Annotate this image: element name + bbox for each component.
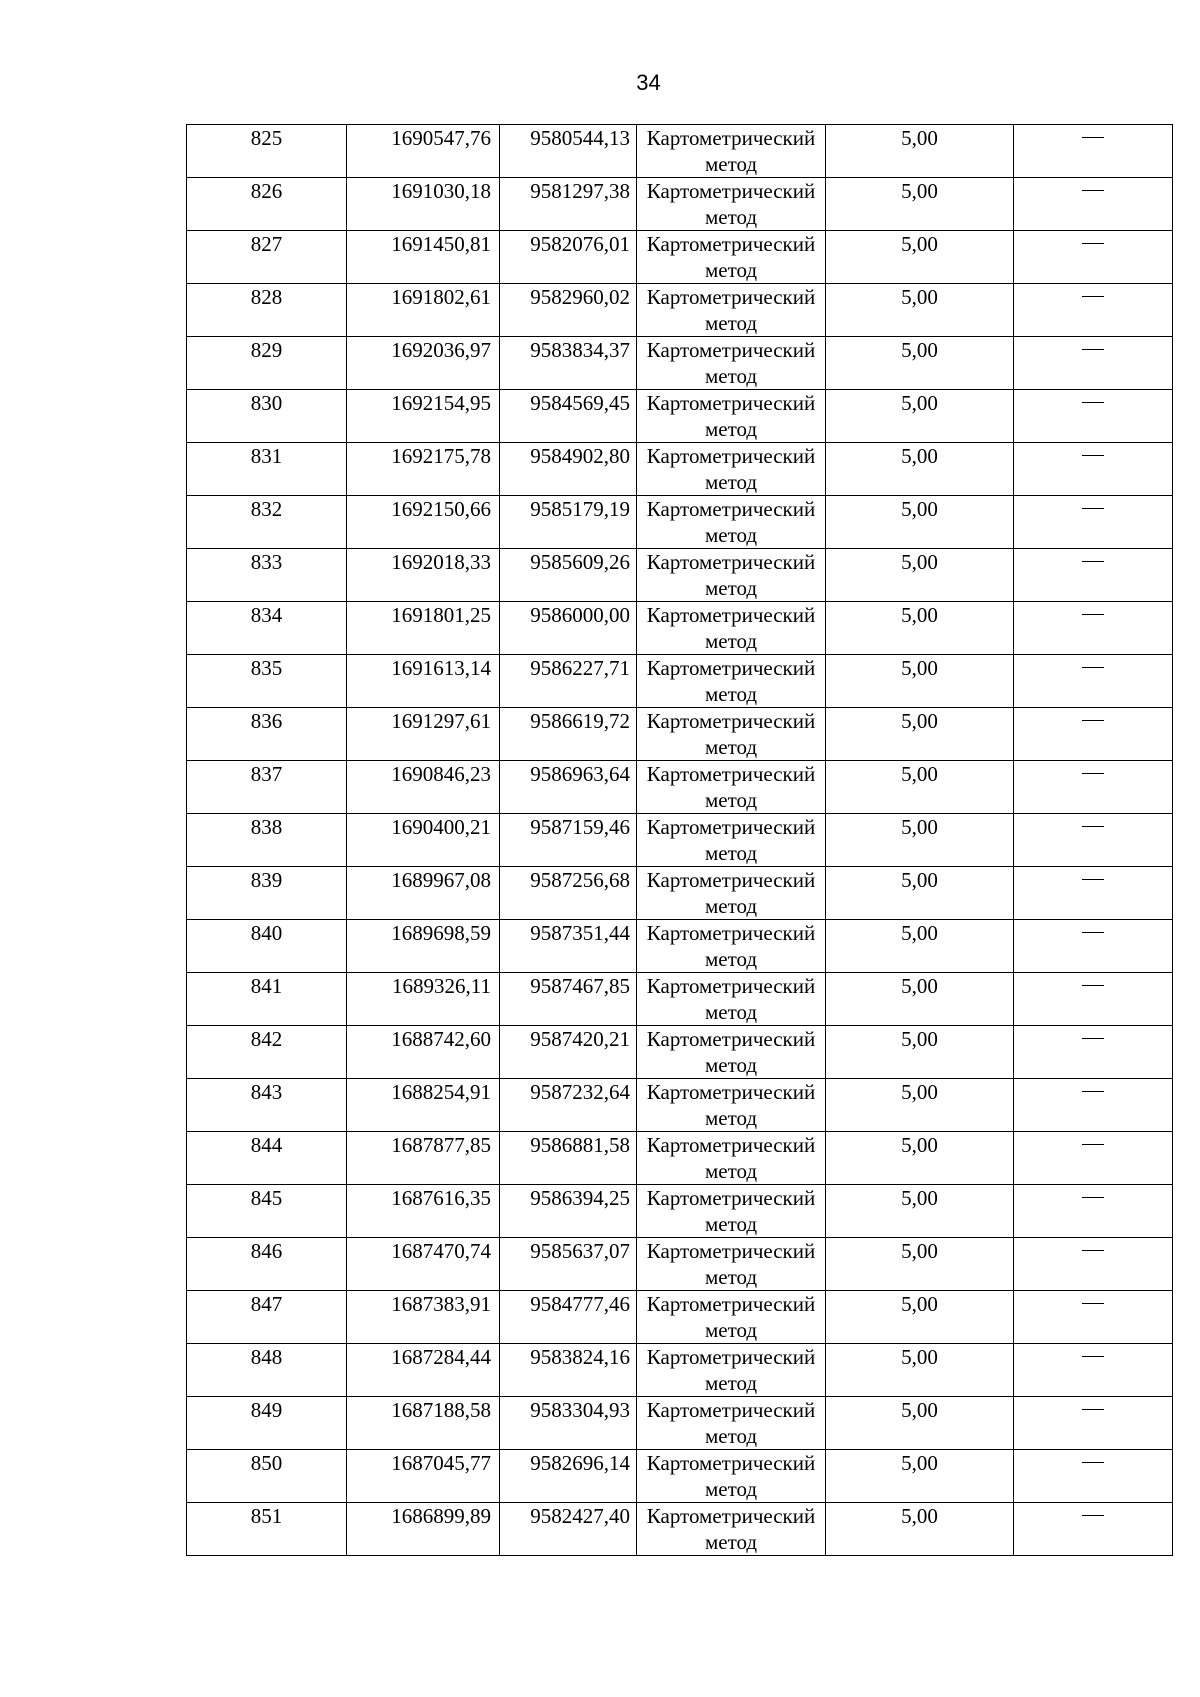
dash-mark [1082, 561, 1104, 562]
method-line-1: Картометрический [646, 179, 816, 203]
method-line-1: Картометрический [646, 815, 816, 839]
accuracy-cell: 5,00 [826, 125, 1014, 178]
method-line-1: Картометрический [646, 656, 816, 680]
method-line-1: Картометрический [646, 868, 816, 892]
point-number-cell: 831 [187, 443, 347, 496]
method-line-1: Картометрический [646, 391, 816, 415]
table-row [187, 178, 1173, 231]
table-row [187, 602, 1173, 655]
table-row [187, 973, 1173, 1026]
method-line-1: Картометрический [646, 285, 816, 309]
accuracy-cell: 5,00 [826, 284, 1014, 337]
dash-mark [1082, 137, 1104, 138]
method-line-2: метод [704, 1000, 758, 1024]
accuracy-cell: 5,00 [826, 1344, 1014, 1397]
point-number-cell: 836 [187, 708, 347, 761]
accuracy-cell: 5,00 [826, 549, 1014, 602]
dash-mark [1082, 508, 1104, 509]
note-cell [1014, 1344, 1173, 1397]
method-cell [637, 1026, 826, 1079]
y-coordinate-cell: 9584569,45 [500, 390, 637, 443]
x-coordinate-cell: 1690846,23 [347, 761, 500, 814]
dash-mark [1082, 1250, 1104, 1251]
x-coordinate-cell: 1687188,58 [347, 1397, 500, 1450]
note-cell [1014, 549, 1173, 602]
note-cell [1014, 1503, 1173, 1556]
method-line-1: Картометрический [646, 338, 816, 362]
x-coordinate-cell: 1691030,18 [347, 178, 500, 231]
note-cell [1014, 708, 1173, 761]
point-number-cell: 841 [187, 973, 347, 1026]
x-coordinate-cell: 1688742,60 [347, 1026, 500, 1079]
y-coordinate-cell: 9587232,64 [500, 1079, 637, 1132]
point-number-cell: 832 [187, 496, 347, 549]
method-line-1: Картометрический [646, 921, 816, 945]
x-coordinate-cell: 1689698,59 [347, 920, 500, 973]
y-coordinate-cell: 9586394,25 [500, 1185, 637, 1238]
x-coordinate-cell: 1687383,91 [347, 1291, 500, 1344]
table-row [187, 1291, 1173, 1344]
dash-mark [1082, 667, 1104, 668]
method-line-1: Картометрический [646, 1239, 816, 1263]
note-cell [1014, 1397, 1173, 1450]
method-line-1: Картометрический [646, 1080, 816, 1104]
accuracy-cell: 5,00 [826, 390, 1014, 443]
note-cell [1014, 337, 1173, 390]
x-coordinate-cell: 1692150,66 [347, 496, 500, 549]
y-coordinate-cell: 9587256,68 [500, 867, 637, 920]
method-line-2: метод [704, 576, 758, 600]
point-number-cell: 829 [187, 337, 347, 390]
point-number-cell: 838 [187, 814, 347, 867]
method-line-1: Картометрический [646, 762, 816, 786]
point-number-cell: 840 [187, 920, 347, 973]
x-coordinate-cell: 1687045,77 [347, 1450, 500, 1503]
method-cell [637, 1291, 826, 1344]
y-coordinate-cell: 9586619,72 [500, 708, 637, 761]
note-cell [1014, 443, 1173, 496]
y-coordinate-cell: 9584777,46 [500, 1291, 637, 1344]
dash-mark [1082, 349, 1104, 350]
method-cell [637, 231, 826, 284]
y-coordinate-cell: 9585609,26 [500, 549, 637, 602]
dash-mark [1082, 190, 1104, 191]
method-line-1: Картометрический [646, 444, 816, 468]
method-line-2: метод [704, 1265, 758, 1289]
accuracy-cell: 5,00 [826, 443, 1014, 496]
method-cell [637, 337, 826, 390]
point-number-cell: 835 [187, 655, 347, 708]
dash-mark [1082, 1303, 1104, 1304]
method-line-1: Картометрический [646, 232, 816, 256]
table-row [187, 443, 1173, 496]
method-cell [637, 708, 826, 761]
method-line-2: метод [704, 788, 758, 812]
note-cell [1014, 1450, 1173, 1503]
table-row [187, 1344, 1173, 1397]
x-coordinate-cell: 1689326,11 [347, 973, 500, 1026]
table-row [187, 1132, 1173, 1185]
method-cell [637, 1238, 826, 1291]
method-line-1: Картометрический [646, 1292, 816, 1316]
accuracy-cell: 5,00 [826, 337, 1014, 390]
method-line-1: Картометрический [646, 1398, 816, 1422]
accuracy-cell: 5,00 [826, 602, 1014, 655]
method-cell [637, 284, 826, 337]
x-coordinate-cell: 1687616,35 [347, 1185, 500, 1238]
accuracy-cell: 5,00 [826, 1132, 1014, 1185]
accuracy-cell: 5,00 [826, 1503, 1014, 1556]
point-number-cell: 844 [187, 1132, 347, 1185]
x-coordinate-cell: 1688254,91 [347, 1079, 500, 1132]
x-coordinate-cell: 1687877,85 [347, 1132, 500, 1185]
method-line-2: метод [704, 1424, 758, 1448]
table-row [187, 231, 1173, 284]
y-coordinate-cell: 9582696,14 [500, 1450, 637, 1503]
method-line-2: метод [704, 470, 758, 494]
y-coordinate-cell: 9584902,80 [500, 443, 637, 496]
table-row [187, 1238, 1173, 1291]
method-cell [637, 920, 826, 973]
x-coordinate-cell: 1686899,89 [347, 1503, 500, 1556]
note-cell [1014, 1079, 1173, 1132]
page-number: 34 [636, 70, 661, 95]
method-line-2: метод [704, 258, 758, 282]
method-line-1: Картометрический [646, 1133, 816, 1157]
accuracy-cell: 5,00 [826, 1450, 1014, 1503]
point-number-cell: 839 [187, 867, 347, 920]
accuracy-cell: 5,00 [826, 867, 1014, 920]
method-line-2: метод [704, 152, 758, 176]
x-coordinate-cell: 1690547,76 [347, 125, 500, 178]
method-line-2: метод [704, 311, 758, 335]
dash-mark [1082, 402, 1104, 403]
dash-mark [1082, 1144, 1104, 1145]
table-row [187, 1397, 1173, 1450]
accuracy-cell: 5,00 [826, 1291, 1014, 1344]
method-cell [637, 761, 826, 814]
note-cell [1014, 1132, 1173, 1185]
method-line-2: метод [704, 629, 758, 653]
method-line-2: метод [704, 682, 758, 706]
note-cell [1014, 1185, 1173, 1238]
method-line-1: Картометрический [646, 603, 816, 627]
y-coordinate-cell: 9582427,40 [500, 1503, 637, 1556]
accuracy-cell: 5,00 [826, 655, 1014, 708]
dash-mark [1082, 1197, 1104, 1198]
point-number-cell: 826 [187, 178, 347, 231]
method-line-2: метод [704, 523, 758, 547]
table-row [187, 337, 1173, 390]
method-line-2: метод [704, 1159, 758, 1183]
dash-mark [1082, 720, 1104, 721]
dash-mark [1082, 985, 1104, 986]
method-line-2: метод [704, 894, 758, 918]
accuracy-cell: 5,00 [826, 231, 1014, 284]
x-coordinate-cell: 1691450,81 [347, 231, 500, 284]
dash-mark [1082, 1038, 1104, 1039]
method-line-1: Картометрический [646, 1027, 816, 1051]
point-number-cell: 827 [187, 231, 347, 284]
x-coordinate-cell: 1687284,44 [347, 1344, 500, 1397]
coordinates-table [186, 124, 1173, 1556]
method-cell [637, 496, 826, 549]
dash-mark [1082, 1515, 1104, 1516]
point-number-cell: 837 [187, 761, 347, 814]
method-line-2: метод [704, 1053, 758, 1077]
table-row [187, 1079, 1173, 1132]
method-line-2: метод [704, 1318, 758, 1342]
method-line-2: метод [704, 841, 758, 865]
dash-mark [1082, 614, 1104, 615]
point-number-cell: 830 [187, 390, 347, 443]
method-cell [637, 549, 826, 602]
x-coordinate-cell: 1692154,95 [347, 390, 500, 443]
method-cell [637, 1397, 826, 1450]
y-coordinate-cell: 9582076,01 [500, 231, 637, 284]
accuracy-cell: 5,00 [826, 1026, 1014, 1079]
x-coordinate-cell: 1691801,25 [347, 602, 500, 655]
table-row [187, 920, 1173, 973]
table-row [187, 761, 1173, 814]
y-coordinate-cell: 9580544,13 [500, 125, 637, 178]
x-coordinate-cell: 1692036,97 [347, 337, 500, 390]
dash-mark [1082, 1409, 1104, 1410]
accuracy-cell: 5,00 [826, 761, 1014, 814]
method-line-2: метод [704, 1530, 758, 1554]
table-row [187, 1503, 1173, 1556]
accuracy-cell: 5,00 [826, 1238, 1014, 1291]
method-cell [637, 867, 826, 920]
method-line-1: Картометрический [646, 1451, 816, 1475]
dash-mark [1082, 1091, 1104, 1092]
y-coordinate-cell: 9583834,37 [500, 337, 637, 390]
note-cell [1014, 761, 1173, 814]
dash-mark [1082, 296, 1104, 297]
y-coordinate-cell: 9586000,00 [500, 602, 637, 655]
method-cell [637, 814, 826, 867]
dash-mark [1082, 932, 1104, 933]
point-number-cell: 833 [187, 549, 347, 602]
method-cell [637, 125, 826, 178]
method-line-2: метод [704, 1106, 758, 1130]
table-row [187, 390, 1173, 443]
accuracy-cell: 5,00 [826, 1397, 1014, 1450]
method-cell [637, 1503, 826, 1556]
method-line-1: Картометрический [646, 1504, 816, 1528]
note-cell [1014, 231, 1173, 284]
table-row [187, 867, 1173, 920]
dash-mark [1082, 773, 1104, 774]
note-cell [1014, 973, 1173, 1026]
note-cell [1014, 920, 1173, 973]
method-cell [637, 1344, 826, 1397]
note-cell [1014, 1238, 1173, 1291]
x-coordinate-cell: 1690400,21 [347, 814, 500, 867]
dash-mark [1082, 243, 1104, 244]
table-row [187, 549, 1173, 602]
accuracy-cell: 5,00 [826, 1185, 1014, 1238]
method-line-2: метод [704, 1477, 758, 1501]
note-cell [1014, 814, 1173, 867]
note-cell [1014, 1291, 1173, 1344]
dash-mark [1082, 826, 1104, 827]
dash-mark [1082, 455, 1104, 456]
note-cell [1014, 867, 1173, 920]
x-coordinate-cell: 1692018,33 [347, 549, 500, 602]
note-cell [1014, 655, 1173, 708]
note-cell [1014, 496, 1173, 549]
dash-mark [1082, 879, 1104, 880]
table-row [187, 708, 1173, 761]
method-line-1: Картометрический [646, 497, 816, 521]
method-line-1: Картометрический [646, 1345, 816, 1369]
y-coordinate-cell: 9583824,16 [500, 1344, 637, 1397]
method-cell [637, 602, 826, 655]
x-coordinate-cell: 1691297,61 [347, 708, 500, 761]
x-coordinate-cell: 1687470,74 [347, 1238, 500, 1291]
y-coordinate-cell: 9586227,71 [500, 655, 637, 708]
method-cell [637, 1132, 826, 1185]
y-coordinate-cell: 9587420,21 [500, 1026, 637, 1079]
y-coordinate-cell: 9586963,64 [500, 761, 637, 814]
point-number-cell: 849 [187, 1397, 347, 1450]
x-coordinate-cell: 1692175,78 [347, 443, 500, 496]
point-number-cell: 846 [187, 1238, 347, 1291]
point-number-cell: 843 [187, 1079, 347, 1132]
dash-mark [1082, 1356, 1104, 1357]
method-cell [637, 390, 826, 443]
method-line-1: Картометрический [646, 1186, 816, 1210]
point-number-cell: 845 [187, 1185, 347, 1238]
table-row [187, 125, 1173, 178]
table-row [187, 1026, 1173, 1079]
method-line-2: метод [704, 1371, 758, 1395]
y-coordinate-cell: 9585637,07 [500, 1238, 637, 1291]
x-coordinate-cell: 1691802,61 [347, 284, 500, 337]
note-cell [1014, 1026, 1173, 1079]
note-cell [1014, 602, 1173, 655]
x-coordinate-cell: 1689967,08 [347, 867, 500, 920]
method-line-2: метод [704, 1212, 758, 1236]
point-number-cell: 834 [187, 602, 347, 655]
method-line-2: метод [704, 735, 758, 759]
method-cell [637, 443, 826, 496]
method-cell [637, 973, 826, 1026]
y-coordinate-cell: 9581297,38 [500, 178, 637, 231]
method-line-1: Картометрический [646, 709, 816, 733]
note-cell [1014, 390, 1173, 443]
y-coordinate-cell: 9585179,19 [500, 496, 637, 549]
method-cell [637, 178, 826, 231]
method-cell [637, 1450, 826, 1503]
method-line-1: Картометрический [646, 550, 816, 574]
y-coordinate-cell: 9586881,58 [500, 1132, 637, 1185]
method-line-2: метод [704, 947, 758, 971]
table-row [187, 655, 1173, 708]
point-number-cell: 842 [187, 1026, 347, 1079]
y-coordinate-cell: 9587159,46 [500, 814, 637, 867]
point-number-cell: 848 [187, 1344, 347, 1397]
table-row [187, 1185, 1173, 1238]
method-line-1: Картометрический [646, 974, 816, 998]
accuracy-cell: 5,00 [826, 708, 1014, 761]
y-coordinate-cell: 9582960,02 [500, 284, 637, 337]
y-coordinate-cell: 9587467,85 [500, 973, 637, 1026]
point-number-cell: 828 [187, 284, 347, 337]
table-row [187, 814, 1173, 867]
table-row [187, 1450, 1173, 1503]
y-coordinate-cell: 9583304,93 [500, 1397, 637, 1450]
method-cell [637, 655, 826, 708]
accuracy-cell: 5,00 [826, 496, 1014, 549]
coordinates-table-body [187, 125, 1173, 1556]
method-line-2: метод [704, 205, 758, 229]
accuracy-cell: 5,00 [826, 814, 1014, 867]
accuracy-cell: 5,00 [826, 178, 1014, 231]
method-line-1: Картометрический [646, 126, 816, 150]
accuracy-cell: 5,00 [826, 920, 1014, 973]
note-cell [1014, 284, 1173, 337]
accuracy-cell: 5,00 [826, 973, 1014, 1026]
method-cell [637, 1079, 826, 1132]
y-coordinate-cell: 9587351,44 [500, 920, 637, 973]
point-number-cell: 847 [187, 1291, 347, 1344]
method-line-2: метод [704, 417, 758, 441]
dash-mark [1082, 1462, 1104, 1463]
note-cell [1014, 125, 1173, 178]
note-cell [1014, 178, 1173, 231]
accuracy-cell: 5,00 [826, 1079, 1014, 1132]
x-coordinate-cell: 1691613,14 [347, 655, 500, 708]
method-line-2: метод [704, 364, 758, 388]
point-number-cell: 850 [187, 1450, 347, 1503]
method-cell [637, 1185, 826, 1238]
point-number-cell: 851 [187, 1503, 347, 1556]
table-row [187, 284, 1173, 337]
point-number-cell: 825 [187, 125, 347, 178]
table-row [187, 496, 1173, 549]
